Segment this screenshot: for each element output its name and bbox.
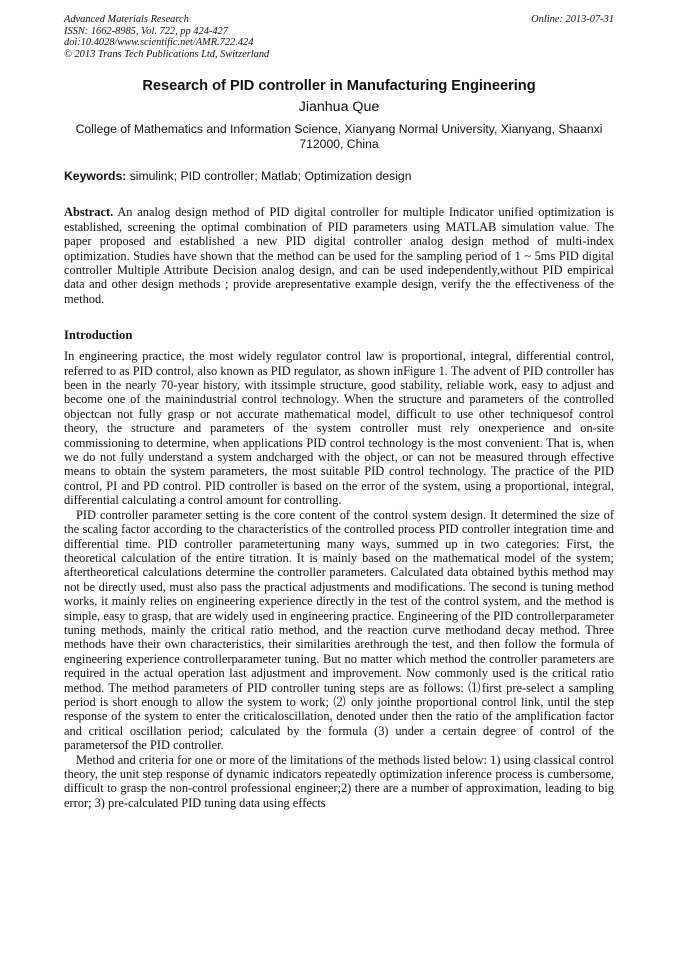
doi-line: doi:10.4028/www.scientific.net/AMR.722.424 <box>64 37 254 49</box>
paper-page <box>64 14 614 810</box>
abstract-label: Abstract. <box>64 205 114 220</box>
keywords <box>64 169 614 184</box>
section-heading-introduction: Introduction <box>64 328 133 343</box>
affiliation: College of Mathematics and Information Science, Xianyang Normal University, Xianyang, Shaanxi 712000, China <box>75 122 603 152</box>
online-date: Online: 2013-07-31 <box>531 14 614 25</box>
intro-paragraph-2: PID controller parameter setting is the core content of the control system design. It determined the size of the scaling factor according to the characteristics of the controlled process PID controller integration time and differential time. PID controller parametertuning many ways, summed up in two categories: First, the theoretical calculation of the entire titration. It is mainly based on the mathematical model of the system; aftertheoretical calculations determine the controller parameters. Calculated data obtained bythis method may not be directly used, must also pass the practical adjustments and modifications. The second is tuning method works, it mainly relies on engineering experience directly in the test of the control system, and the method is simple, easy to grasp, that are widely used in engineering practice. Engineering of the PID controllerparameter tuning methods, mainly the critical ratio method, and the reaction curve methodand decay method. Three methods have their own characteristics, their similarities arethrough the test, and then follow the formula of engineering experience controllerparameter tuning. But no matter which method the controller parameters are required in the actual operation last adjustment and improvement. Now commonly used is the critical ratio method. The method parameters of PID controller tuning steps are as follows: ⑴first pre-select a sampling period is short enough to allow the system to work; ⑵ only jointhe proportional control link, until the step response of the system to enter the criticaloscillation, denoted under then the ratio of the amplification factor and critical oscillation period; calculated by the formula (3) under a certain degree of control of the parametersof the PID controller. <box>64 507 614 753</box>
keywords-label: Keywords: <box>64 169 127 184</box>
abstract <box>64 205 614 306</box>
abstract-text: An analog design method of PID digital controller for multiple Indicator unified optimization is established, screening the optimal combination of PID parameters using MATLAB simulation value. The paper proposed and established a new PID digital controller analog design method of multi-index optimization. Studies have shown that the method can be used for the sampling period of 1 ~ 5ms PID digital controller Multiple Attribute Decision analog design, and can be used independently,without PID empirical data and other design methods ; provide arepresentative example design, verify the the effectiveness of the method. <box>64 205 614 306</box>
paper-title: Research of PID controller in Manufacturing Engineering <box>142 78 536 95</box>
author-name: Jianhua Que <box>298 99 380 116</box>
journal-name: Advanced Materials Research <box>64 14 189 25</box>
keywords-text: simulink; PID controller; Matlab; Optimization design <box>129 169 412 184</box>
intro-paragraph-1: In engineering practice, the most widely regulator control law is proportional, integral, differential control, referred to as PID control, also known as PID regulator, as shown inFigure 1. The advent of PID controller has been in the nearly 70-year history, with itssimple structure, good stability, reliable work, easy to adjust and become one of the mainindustrial control technology. When the structure and parameters of the controlled objectcan not fully grasp or not accurate mathematical model, difficult to use other techniquesof control theory, the structure and parameters of the system controller must rely onexperience and on-site commissioning to determine, when applications PID control technology is the most convenient. That is, when we do not fully understand a system andcharged with the object, or can not be measured through effective means to obtain the system parameters, the most suitable PID control technology. The practice of the PID control, PI and PD control. PID controller is based on the error of the system, using a proportional, integral, differential calculating a control amount for controlling. <box>64 349 614 508</box>
copyright-line: © 2013 Trans Tech Publications Ltd, Switzerland <box>64 48 270 60</box>
issn-line: ISSN: 1662-8985, Vol. 722, pp 424-427 <box>64 25 228 37</box>
journal-header <box>64 14 614 60</box>
intro-paragraph-3: Method and criteria for one or more of the limitations of the methods listed below: 1) using classical control theory, the unit step response of dynamic indicators repeatedly optimization inference process is cumbersome, difficult to grasp the non-control professional engineer;2) there are a number of approximation, leading to big error; 3) pre-calculated PID tuning data using effects <box>64 752 614 810</box>
journal-info <box>64 14 269 60</box>
